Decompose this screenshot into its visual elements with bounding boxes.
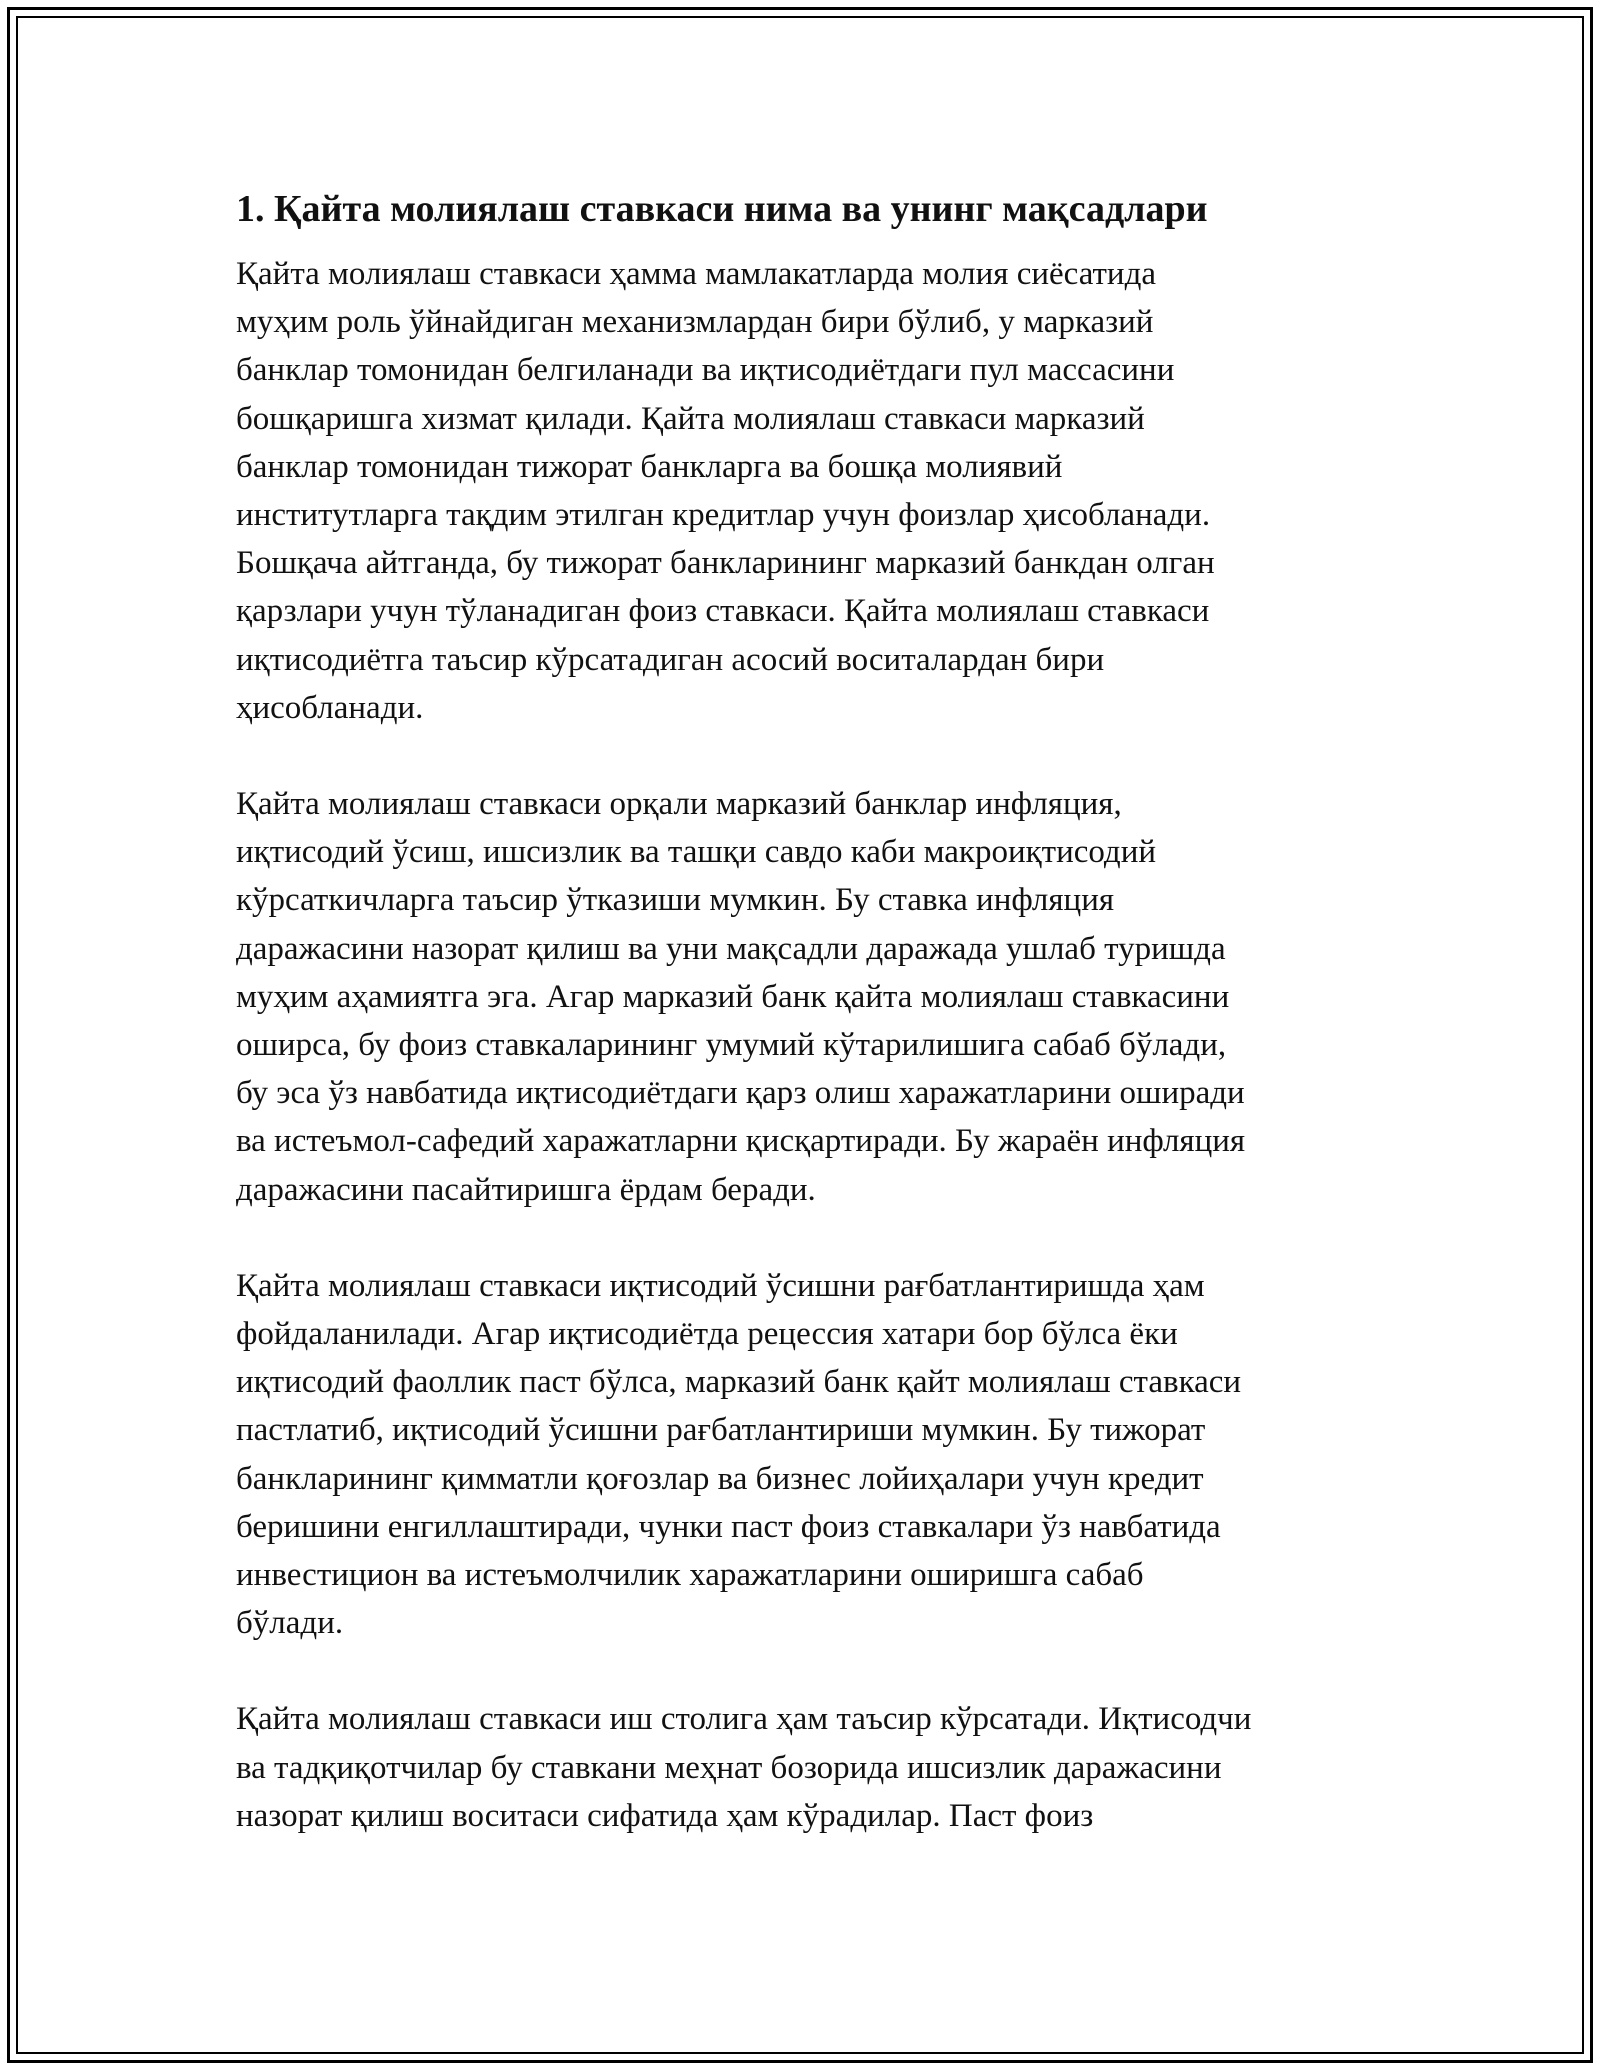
document-body	[236, 184, 1366, 1888]
text-line: иқтисодиётга таъсир кўрсатадиган асосий воситалардан бири	[236, 641, 1105, 678]
text-line: оширса, бу фоиз ставкаларининг умумий кўтарилишига сабаб бўлади,	[236, 1027, 1227, 1064]
text-line: қарзлари учун тўланадиган фоиз ставкаси. Қайта молиялаш ставкаси	[236, 593, 1210, 630]
text-line: муҳим роль ўйнайдиган механизмлардан бири бўлиб, у марказий	[236, 304, 1154, 341]
text-line: инвестицион ва истеъмолчилик харажатларини оширишга сабаб	[236, 1557, 1144, 1594]
text-line: ва истеъмол-сафедий харажатларни қисқартиради. Бу жараён инфляция	[236, 1123, 1246, 1160]
text-line: бошқаришга хизмат қилади. Қайта молиялаш ставкаси марказий	[236, 400, 1145, 437]
text-line: пастлатиб, иқтисодий ўсишни рағбатлантириши мумкин. Бу тижорат	[236, 1412, 1206, 1449]
text-line: даражасини пасайтиришга ёрдам беради.	[236, 1171, 816, 1208]
text-line: назорат қилиш воситаси сифатида ҳам кўрадилар. Паст фоиз	[236, 1797, 1094, 1834]
text-line: Қайта молиялаш ставкаси орқали марказий банклар инфляция,	[236, 786, 1122, 823]
paragraph	[236, 1262, 1366, 1648]
text-line: банкларининг қимматли қоғозлар ва бизнес лойиҳалари учун кредит	[236, 1460, 1204, 1497]
paragraph	[236, 1695, 1366, 1840]
text-line: кўрсаткичларга таъсир ўтказиши мумкин. Бу ставка инфляция	[236, 882, 1115, 919]
text-line: даражасини назорат қилиш ва уни мақсадли даражада ушлаб туришда	[236, 930, 1226, 967]
text-line: Қайта молиялаш ставкаси иш столига ҳам таъсир кўрсатади. Иқтисодчи	[236, 1701, 1252, 1738]
text-line: банклар томонидан белгиланади ва иқтисодиётдаги пул массасини	[236, 352, 1175, 389]
text-line: Бошқача айтганда, бу тижорат банкларининг марказий банкдан олган	[236, 545, 1215, 582]
text-line: бу эса ўз навбатида иқтисодиётдаги қарз олиш харажатларини оширади	[236, 1075, 1245, 1112]
text-line: Қайта молиялаш ставкаси ҳамма мамлакатларда молия сиёсатида	[236, 256, 1157, 292]
text-line: ва тадқиқотчилар бу ставкани меҳнат бозорида ишсизлик даражасини	[236, 1749, 1222, 1786]
paragraph	[236, 250, 1366, 732]
text-line: иқтисодий фаоллик паст бўлса, марказий банк қайт молиялаш ставкаси	[236, 1364, 1242, 1401]
text-line: беришини енгиллаштиради, чунки паст фоиз ставкалари ўз навбатида	[236, 1508, 1221, 1545]
paragraph	[236, 780, 1366, 1214]
text-line: бўлади.	[236, 1605, 344, 1642]
section-heading: 1. Қайта молиялаш ставкаси нима ва унинг мақсадлари	[236, 188, 1208, 230]
text-line: иқтисодий ўсиш, ишсизлик ва ташқи савдо каби макроиқтисодий	[236, 834, 1157, 871]
text-line: Қайта молиялаш ставкаси иқтисодий ўсишни рағбатлантиришда ҳам	[236, 1267, 1205, 1304]
text-line: институтларга тақдим этилган кредитлар учун фоизлар ҳисобланади.	[236, 497, 1211, 534]
text-line: муҳим аҳамиятга эга. Агар марказий банк қайта молиялаш ставкасини	[236, 978, 1230, 1015]
text-line: ҳисобланади.	[236, 689, 424, 726]
text-line: фойдаланилади. Агар иқтисодиётда рецессия хатари бор бўлса ёки	[236, 1316, 1178, 1353]
text-line: банклар томонидан тижорат банкларга ва бошқа молиявий	[236, 448, 1063, 485]
